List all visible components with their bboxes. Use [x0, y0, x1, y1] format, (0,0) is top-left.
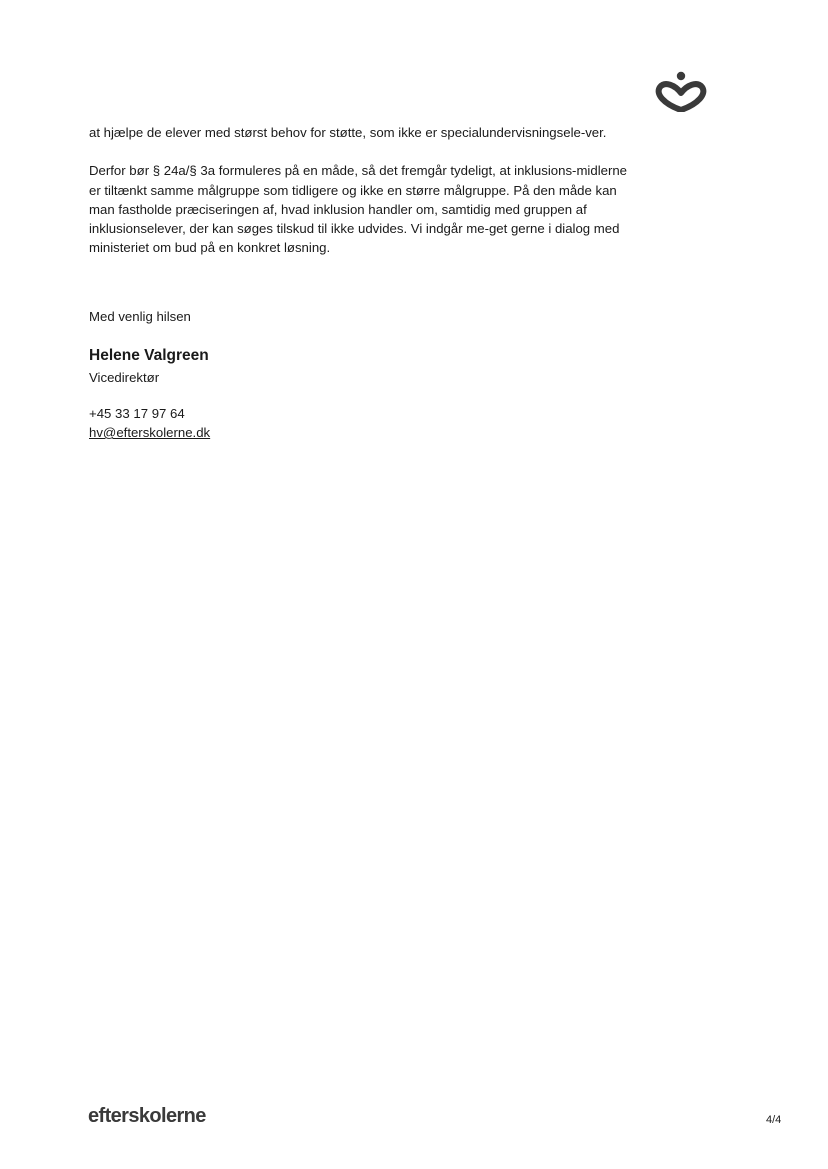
footer-logo-text: efterskolerne	[88, 1105, 206, 1127]
letter-body	[89, 123, 629, 258]
email-link[interactable]: hv@efterskolerne.dk	[89, 425, 211, 440]
paragraph: at hjælpe de elever med størst behov for støtte, som ikke er specialundervisningsele-ver.	[89, 125, 607, 140]
signer-title: Vicedirektør	[89, 370, 160, 385]
phone-number: +45 33 17 97 64	[89, 406, 185, 421]
page-number: 4/4	[766, 1114, 782, 1126]
closing-line: Med venlig hilsen	[89, 309, 191, 324]
signer-name: Helene Valgreen	[89, 347, 209, 364]
paragraph: Derfor bør § 24a/§ 3a formuleres på en måde, så det fremgår tydeligt, at inklusions-midlerne er tiltænkt samme målgruppe som tidligere og ikke en større målgruppe. På den måde kan man fastholde præciseringen af, hvad inklusion handler om, samtidig med gruppen af inklusionselever, der kan søges tilskud til ikke udvides. Vi indgår me-get gerne i dialog med ministeriet om bud på en konkret løsning.	[89, 163, 628, 256]
heart-person-icon	[654, 70, 708, 112]
